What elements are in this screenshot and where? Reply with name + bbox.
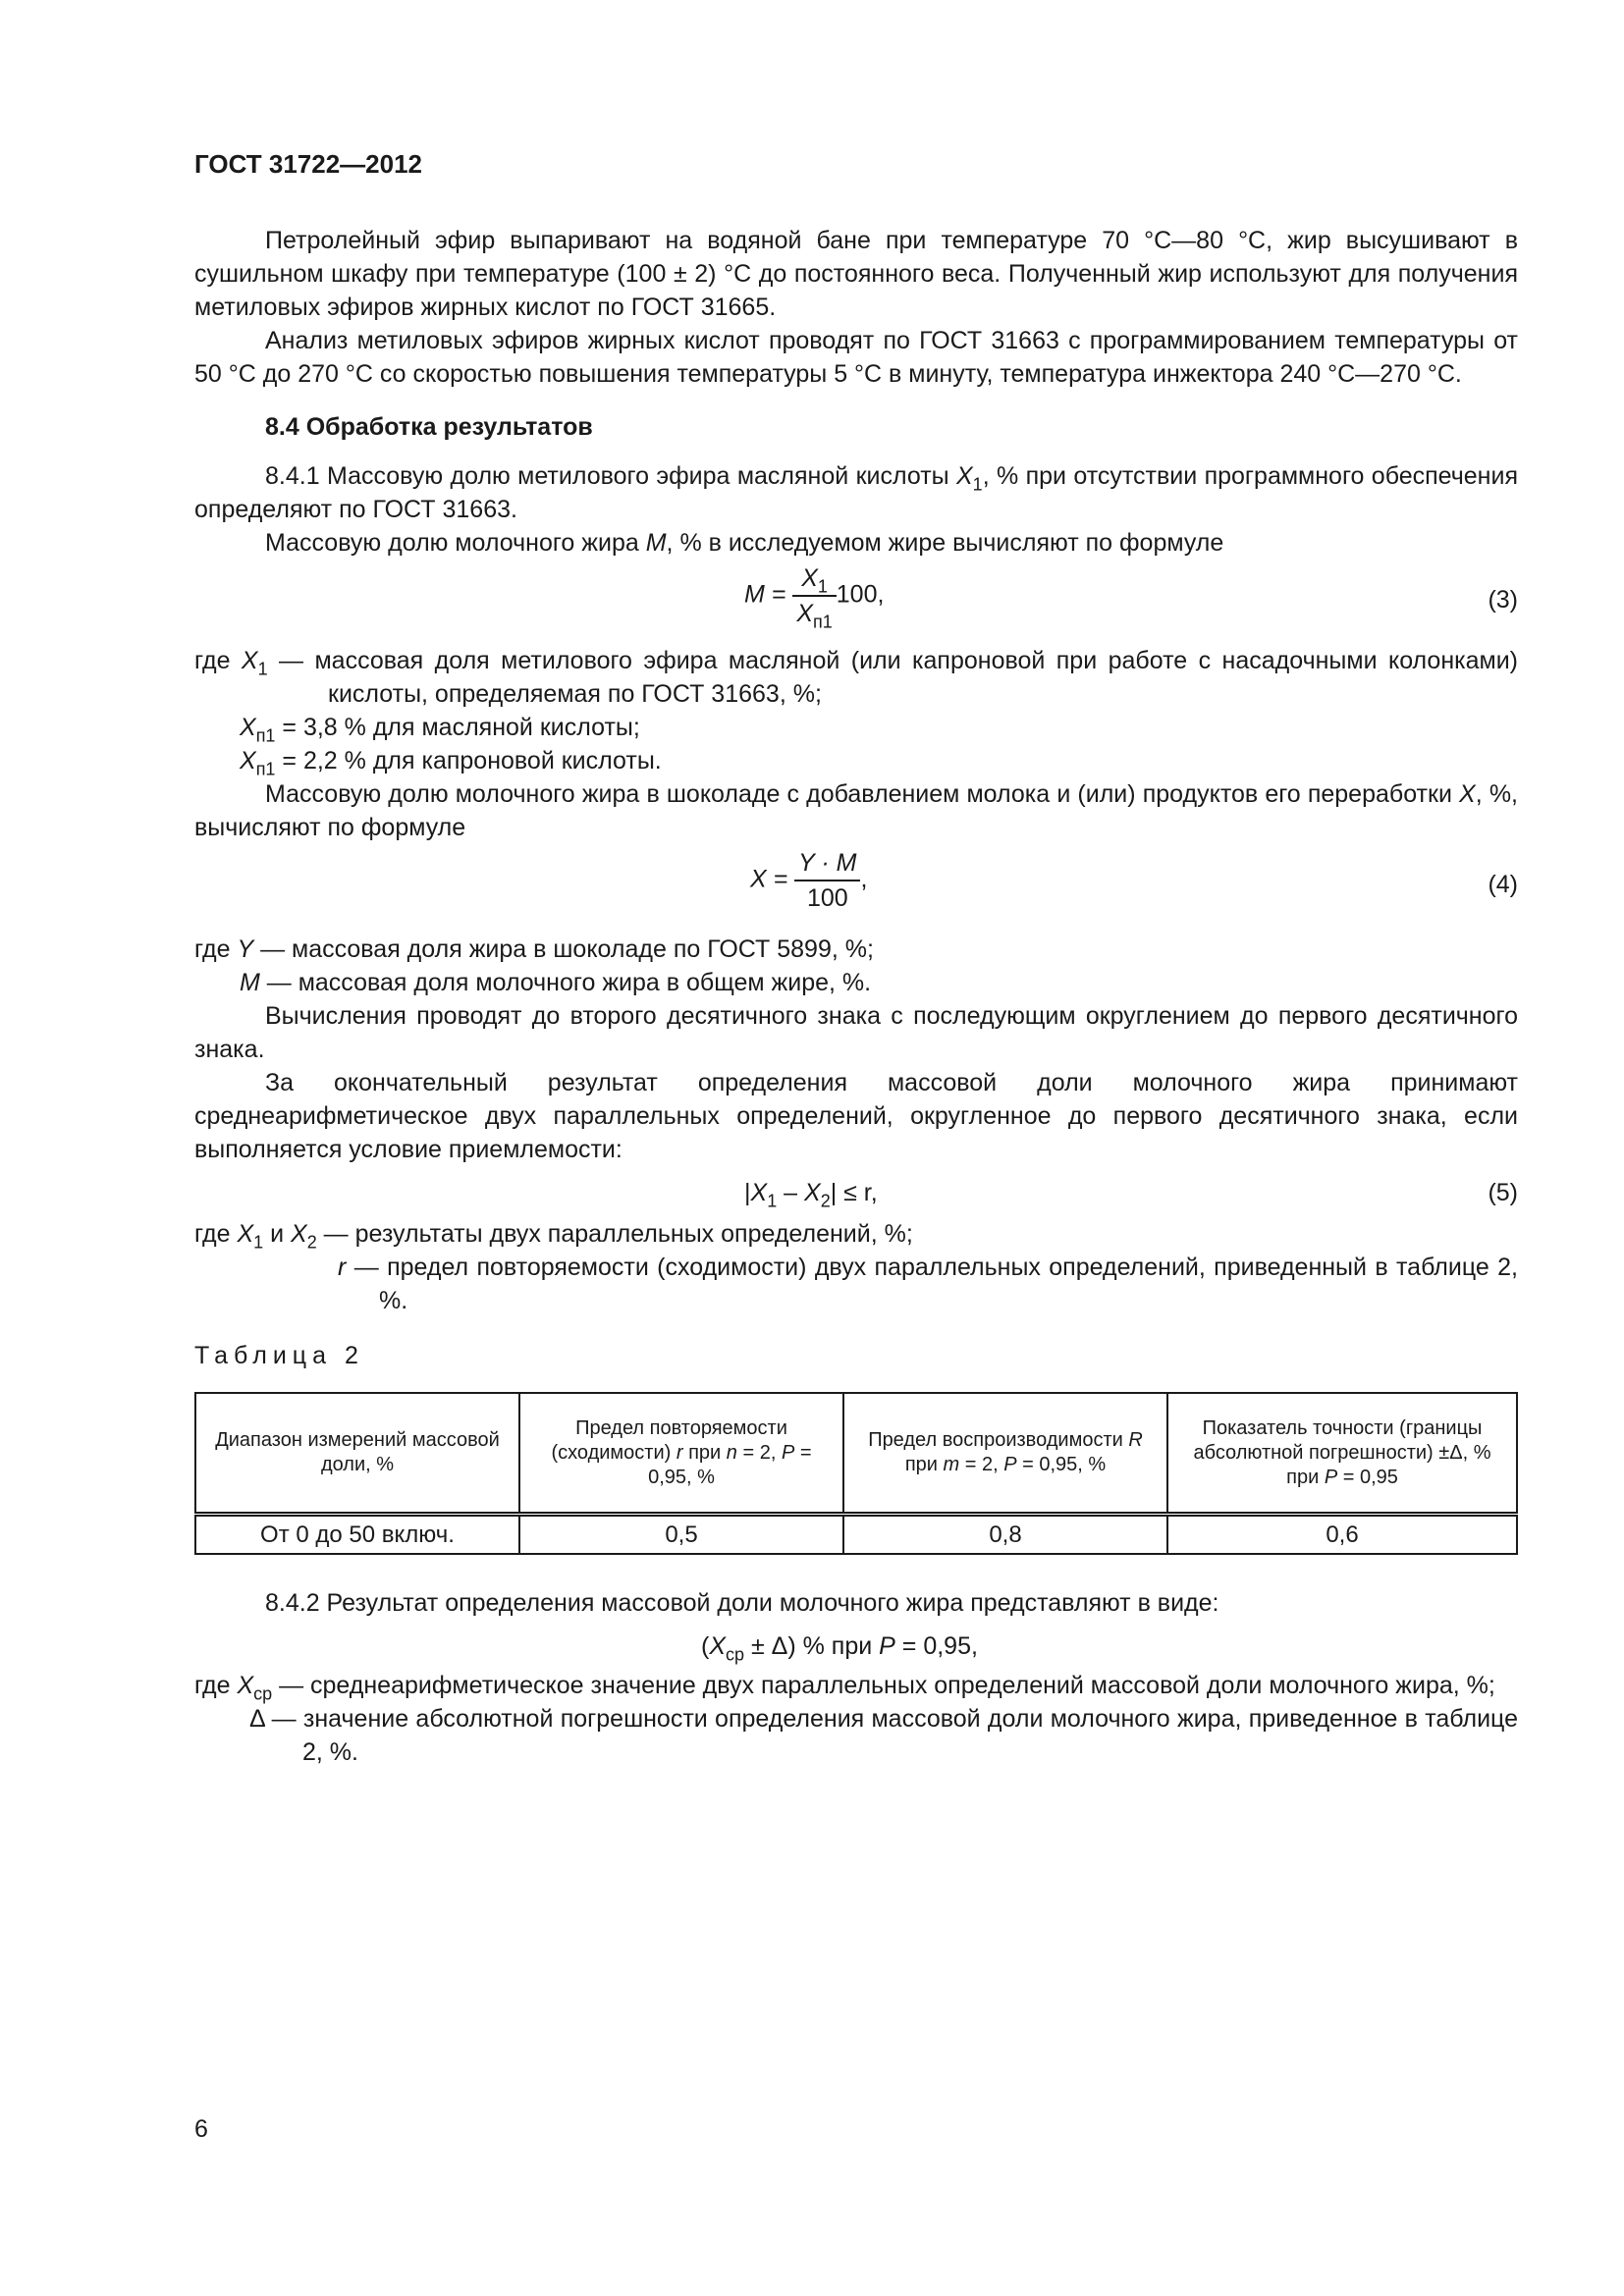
paragraph-evaporation: Петролейный эфир выпаривают на водяной бане при температуре 70 °С—80 °С, жир высушивают в сушильном шкафу при температуре (100 ± 2) °С до постоянного веса. Полученный жир используют для получения метиловых эфиров жирных кислот по ГОСТ 31665. (194, 227, 1518, 321)
formula-3-expression: M = $\frac{X_1}{X_{п1}}$ 100, (744, 564, 885, 632)
paragraph-calculation-precision: Вычисления проводят до второго десятичного знака с последующим округлением до первого десятичного знака. (194, 1002, 1518, 1063)
formula-4-expression: X = $\frac{Y \cdot M}{100}$ , (750, 849, 868, 912)
formula-5-expression: $|X_1 - X_2| \le r$, (744, 1179, 878, 1211)
table-header-repeatability: Предел повторяемости (сходимости) r при n = 2, P = 0,95, % (519, 1393, 843, 1515)
paragraph-milk-fat-formula-intro: Массовую долю молочного жира M, % в исследуемом жире вычисляют по формуле (265, 529, 1224, 557)
formula-3-number: (3) (1488, 586, 1518, 614)
paragraph-8-4-2: 8.4.2 Результат определения массовой доли молочного жира представляют в виде: (265, 1589, 1219, 1617)
formula-6-expression: $(X_{ср} \pm \Delta)$ % при P = 0,95, (701, 1632, 978, 1665)
table-cell-range: От 0 до 50 включ. (195, 1515, 519, 1555)
table-cell-accuracy: 0,6 (1167, 1515, 1517, 1555)
where-3-line-2: $X_{п1} = 3,8$ % для масляной кислоты; (240, 714, 640, 746)
table-header-range: Диапазон измерений массовой доли, % (195, 1393, 519, 1515)
where-3-line-1: где $X_1$ — массовая доля метилового эфира масляной (или капроновой при работе с насадочными колонками) кислоты, определяемая по ГОСТ 31663, %; (194, 647, 1518, 708)
where-6-line-2: Δ — значение абсолютной погрешности определения массовой доли молочного жира, приведенное в таблице 2, %. (249, 1705, 1518, 1766)
formula-4-number: (4) (1488, 871, 1518, 898)
body-text (194, 224, 1518, 1769)
where-6-line-1: где $X_{ср}$ — среднеарифметическое значение двух параллельных определений массовой доли молочного жира, %; (194, 1672, 1495, 1704)
formula-5-number: (5) (1488, 1179, 1518, 1206)
paragraph-final-result: За окончательный результат определения массовой доли молочного жира принимают среднеарифметическое двух параллельных определений, округленное до первого десятичного знака, если выполняется условие приемлемости: (194, 1069, 1518, 1163)
where-3-line-3: $X_{п1} = 2,2$ % для капроновой кислоты. (240, 747, 662, 779)
formula-4 (194, 848, 1518, 933)
accuracy-table (194, 1392, 1518, 1555)
table-caption: Таблица 2 (194, 1342, 364, 1369)
table-cell-reproducibility: 0,8 (843, 1515, 1167, 1555)
where-4-line-2: M — массовая доля молочного жира в общем жире, %. (240, 969, 872, 996)
formula-5 (194, 1170, 1518, 1217)
paragraph-8-4-1: 8.4.1 Массовую долю метилового эфира масляной кислоты $X_1$, % при отсутствии программного обеспечения определяют по ГОСТ 31663. (194, 462, 1518, 523)
where-4-line-1: где Y — массовая доля жира в шоколаде по ГОСТ 5899, %; (194, 935, 874, 963)
formula-3 (194, 563, 1518, 644)
formula-4-fraction: $\frac{Y \cdot M}{100}$ (794, 848, 860, 913)
formula-3-fraction: $\frac{X_1}{X_{п1}}$ (792, 563, 836, 628)
where-5-line-1: где $X_1$ и $X_2$ — результаты двух параллельных определений, %; (194, 1220, 913, 1253)
table-cell-repeatability: 0,5 (519, 1515, 843, 1555)
table-header-row (195, 1393, 1517, 1515)
document-header: ГОСТ 31722—2012 (194, 149, 422, 179)
formula-6 (194, 1624, 1518, 1669)
paragraph-chocolate-formula-intro: Массовую долю молочного жира в шоколаде с добавлением молока и (или) продуктов его переработки X, %, вычисляют по формуле (194, 780, 1518, 841)
section-heading: 8.4 Обработка результатов (265, 413, 593, 441)
table-row (195, 1515, 1517, 1555)
where-5-line-2: r — предел повторяемости (сходимости) двух параллельных определений, приведенный в таблице 2, %. (338, 1254, 1518, 1314)
page-number: 6 (194, 2115, 208, 2143)
paragraph-analysis: Анализ метиловых эфиров жирных кислот проводят по ГОСТ 31663 с программированием температуры от 50 °С до 270 °С со скоростью повышения температуры 5 °С в минуту, температура инжектора 240 °С—270 °С. (194, 327, 1518, 388)
table-header-reproducibility: Предел воспроизводимости R при m = 2, P = 0,95, % (843, 1393, 1167, 1515)
table-header-accuracy: Показатель точности (границы абсолютной погрешности) ±Δ, % при P = 0,95 (1167, 1393, 1517, 1515)
